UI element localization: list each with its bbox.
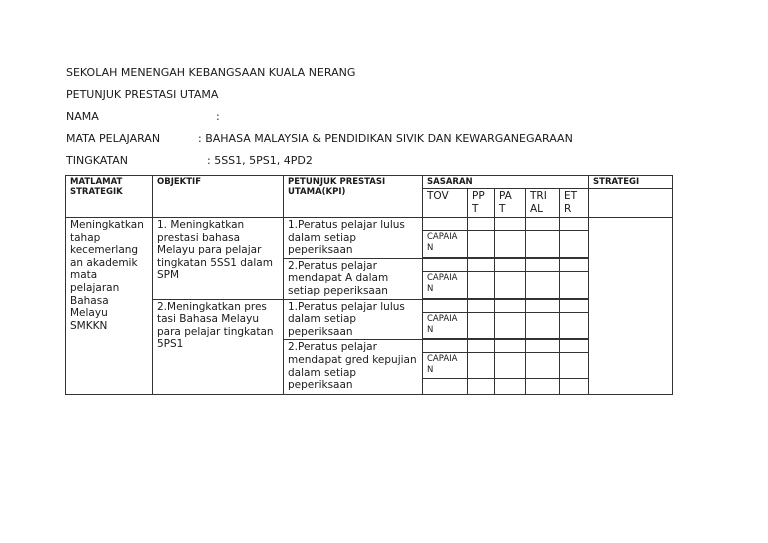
capaian-label: CAPAIA N	[423, 353, 468, 379]
col-ppt: PP T	[468, 189, 495, 218]
subject-row	[66, 132, 573, 145]
header-matlamat: MATLAMAT STRATEGIK	[66, 176, 153, 218]
col-pat: PA T	[495, 189, 526, 218]
header-objektif: OBJEKTIF	[153, 176, 284, 218]
capaian-label: CAPAIA N	[423, 231, 468, 258]
level-value: : 5SS1, 5PS1, 4PD2	[207, 154, 313, 167]
strategi-cell	[589, 218, 673, 395]
col-tov: TOV	[423, 189, 468, 218]
header-kpi: PETUNJUK PRESTASI UTAMA(KPI)	[284, 176, 423, 218]
header-sasaran: SASARAN	[423, 176, 589, 189]
header-strategi: STRATEGI	[589, 176, 673, 189]
subject-label: MATA PELAJARAN	[66, 132, 161, 145]
table-row	[66, 299, 673, 313]
nama-label: NAMA	[66, 110, 99, 123]
objektif-cell-1: 1. Meningkatkan prestasi bahasa Melayu para pelajar tingkatan 5SS1 dalam SPM	[153, 218, 284, 300]
kpi-cell-3: 1.Peratus pelajar lulus dalam setiap peperiksaan	[284, 299, 423, 340]
subject-value: : BAHASA MALAYSIA & PENDIDIKAN SIVIK DAN KEWARGANEGARAAN	[198, 132, 573, 145]
col-etr: ET R	[560, 189, 589, 218]
kpi-cell-2: 2.Peratus pelajar mendapat A dalam setiap peperiksaan	[284, 258, 423, 299]
nama-row	[66, 110, 220, 123]
level-label: TINGKATAN	[66, 154, 129, 167]
kpi-table	[65, 175, 673, 395]
strategi-blank	[589, 189, 673, 218]
table-row	[66, 218, 673, 231]
capaian-label: CAPAIA N	[423, 313, 468, 339]
kpi-cell-1: 1.Peratus pelajar lulus dalam setiap peperiksaan	[284, 218, 423, 259]
nama-separator: :	[216, 110, 220, 123]
school-name: SEKOLAH MENENGAH KEBANGSAAN KUALA NERANG	[66, 66, 356, 79]
objektif-cell-2: 2.Meningkatkan pres tasi Bahasa Melayu para pelajar tingkatan 5PS1	[153, 299, 284, 395]
matlamat-cell: Meningkatkan tahap kecemerlang an akademik mata pelajaran Bahasa Melayu SMKKN	[66, 218, 153, 395]
col-trial: TRI AL	[526, 189, 560, 218]
kpi-cell-4: 2.Peratus pelajar mendapat gred kepujian dalam setiap peperiksaan	[284, 340, 423, 395]
capaian-label: CAPAIA N	[423, 272, 468, 299]
document-title: PETUNJUK PRESTASI UTAMA	[66, 88, 219, 101]
level-row	[66, 154, 313, 167]
header-row	[66, 176, 673, 189]
